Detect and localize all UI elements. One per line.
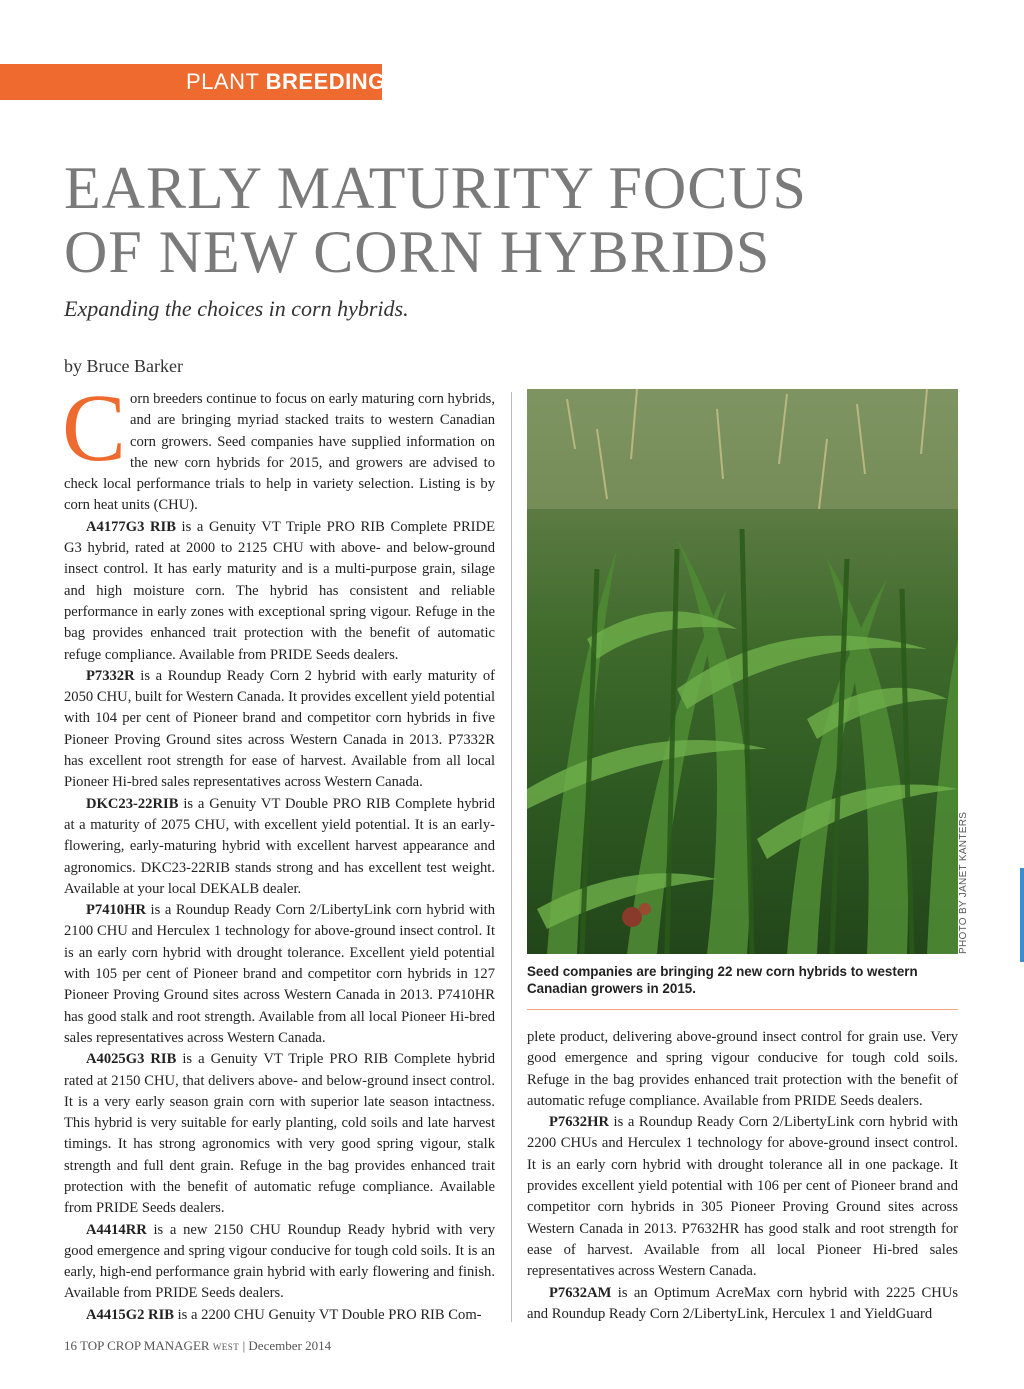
hybrid-name: P7632HR xyxy=(549,1114,609,1131)
hybrid-text: is a Genuity VT Double PRO RIB Complete hybrid at a maturity of 2075 CHU, with excellent yield potential. It is an early-flowering, early-maturing hybrid with excellent harvest appearance and agronomics. DKC23-22RIB stands strong and has excellent test weight. Available at your local DEKALB dealer. xyxy=(64,795,495,897)
hybrid-text: is a Roundup Ready Corn 2/LibertyLink corn hybrid with 2100 CHU and Herculex 1 technology for above-ground insect control. It is an early corn hybrid with drought tolerance. Excellent yield potential with 105 per cent of Pioneer brand and competitor corn hybrids in 127 Pioneer Proving Ground sites across Western Canada in 2013. P7410HR has good stalk and root strength. Available from all local Pioneer Hi-bred sales representatives across Western Canada. xyxy=(64,902,495,1046)
hybrid-name: A4414RR xyxy=(86,1221,147,1238)
column-divider xyxy=(511,392,512,1322)
byline: by Bruce Barker xyxy=(64,356,183,376)
page-number: 16 xyxy=(64,1338,77,1353)
section-prefix: PLANT xyxy=(186,69,260,94)
hybrid-entry xyxy=(64,1305,495,1326)
corn-field-illustration xyxy=(527,389,958,954)
hybrid-text: is a Roundup Ready Corn 2 hybrid with early maturity of 2050 CHU, built for Western Canada. It provides excellent yield potential with 104 per cent of Pioneer brand and competitor corn hybrids in five Pioneer Proving Ground sites across Western Canada in 2013. P7332R has excellent root strength for ease of harvest. Available from all local Pioneer Hi-bred sales representatives across Western Canada. xyxy=(64,667,495,791)
intro-text: orn breeders continue to focus on early maturing corn hybrids, and are bringing myriad stacked traits to western Canadian corn growers. Seed companies have supplied information on the new corn hybrids for 2015, and growers are advised to check local performance trials to help in variety selection. Listing is by corn heat units (CHU). xyxy=(64,391,495,514)
hybrid-entry xyxy=(64,1049,495,1219)
title-line-2: OF NEW CORN HYBRIDS xyxy=(64,219,771,285)
hybrid-name: P7410HR xyxy=(86,902,146,919)
hybrid-name: P7332R xyxy=(86,667,135,684)
page-title xyxy=(64,156,807,284)
photo-caption: Seed companies are bringing 22 new corn hybrids to western Canadian growers in 2015. xyxy=(527,964,918,996)
continued-paragraph: plete product, delivering above-ground insect control for grain use. Very good emergence and spring vigour conducive for tough cold soils. Refuge in the bag provides enhanced trait protection with the benefit of automatic refuge compliance. Available from PRIDE Seeds dealers. xyxy=(527,1029,958,1109)
section-label xyxy=(186,69,386,95)
section-tab xyxy=(0,64,386,100)
hybrid-text: is a Roundup Ready Corn 2/LibertyLink corn hybrid with 2200 CHUs and Herculex 1 technology for above-ground insect control. It is an early corn hybrid with drought tolerance all in one package. It provides excellent yield potential with 106 per cent of Pioneer brand and competitor corn hybrids in 305 Pioneer Proving Ground sites across Western Canada in 2013. P7632HR has good stalk and root strength for ease of harvest. Available from all local Pioneer Hi-bred sales representatives across Western Canada. xyxy=(527,1114,958,1280)
corn-field-photo xyxy=(527,389,958,954)
hybrid-text: is a 2200 CHU Genuity VT Double PRO RIB Com- xyxy=(173,1306,482,1323)
hybrid-entry xyxy=(64,666,495,794)
footer-separator: | xyxy=(242,1338,246,1353)
section-name: BREEDING xyxy=(265,69,386,94)
hybrid-name: A4177G3 RIB xyxy=(86,518,176,535)
page-edge-tab xyxy=(1020,868,1024,962)
issue-date: December 2014 xyxy=(248,1338,332,1353)
hybrid-text: is a new 2150 CHU Roundup Ready hybrid with very good emergence and spring vigour conducive for tough cold soils. It is an early, high-end performance grain hybrid with early flowering and finish. Available from PRIDE Seeds dealers. xyxy=(64,1221,495,1302)
hybrid-name: P7632AM xyxy=(549,1284,612,1301)
hybrid-entry xyxy=(64,517,495,666)
left-column xyxy=(62,374,495,1326)
hybrid-text: is an Optimum AcreMax corn hybrid with 2225 CHUs and Roundup Ready Corn 2/LibertyLink, Herculex 1 and YieldGuard xyxy=(527,1284,958,1322)
hybrid-name: A4415G2 RIB xyxy=(86,1306,174,1323)
hybrid-entry xyxy=(527,1112,958,1282)
caption-divider xyxy=(527,1009,958,1010)
magazine-name: TOP CROP MANAGER xyxy=(80,1338,210,1353)
hybrid-text: is a Genuity VT Triple PRO RIB Complete hybrid rated at 2150 CHU, that delivers above- and below-ground insect control. It is a very early season grain corn with superior late season intactness. This hybrid is very suitable for early planting, cold soils and late harvest timings. It has strong agronomics with very good spring vigour, stalk strength and full dent grain. Refuge in the bag provides enhanced trait protection with the benefit of automatic refuge compliance. Available from PRIDE Seeds dealers. xyxy=(64,1051,495,1217)
drop-cap: C xyxy=(62,374,127,481)
hybrid-text: is a Genuity VT Triple PRO RIB Complete PRIDE G3 hybrid, rated at 2000 to 2125 CHU with above- and below-ground insect control. It has early maturity and is a multi-purpose grain, silage and high moisture corn. The hybrid has consistent and reliable performance in early zones with exceptional spring vigour. Refuge in the bag provides enhanced trait protection with the benefit of automatic refuge compliance. Available from PRIDE Seeds dealers. xyxy=(64,518,495,663)
intro-paragraph xyxy=(62,374,495,517)
right-column xyxy=(527,1027,958,1325)
hybrid-entry xyxy=(64,1220,495,1305)
hybrid-entry xyxy=(64,900,495,1049)
hybrid-name: A4025G3 RIB xyxy=(86,1051,177,1068)
hybrid-entry xyxy=(527,1283,958,1326)
photo-credit: PHOTO BY JANET KANTERS xyxy=(958,811,969,954)
hybrid-entry xyxy=(64,794,495,900)
magazine-edition: WEST xyxy=(212,1342,240,1352)
hybrid-name: DKC23-22RIB xyxy=(86,795,179,812)
deck-subtitle: Expanding the choices in corn hybrids. xyxy=(64,296,409,321)
page-footer xyxy=(64,1338,331,1354)
title-line-1: EARLY MATURITY FOCUS xyxy=(64,155,807,221)
